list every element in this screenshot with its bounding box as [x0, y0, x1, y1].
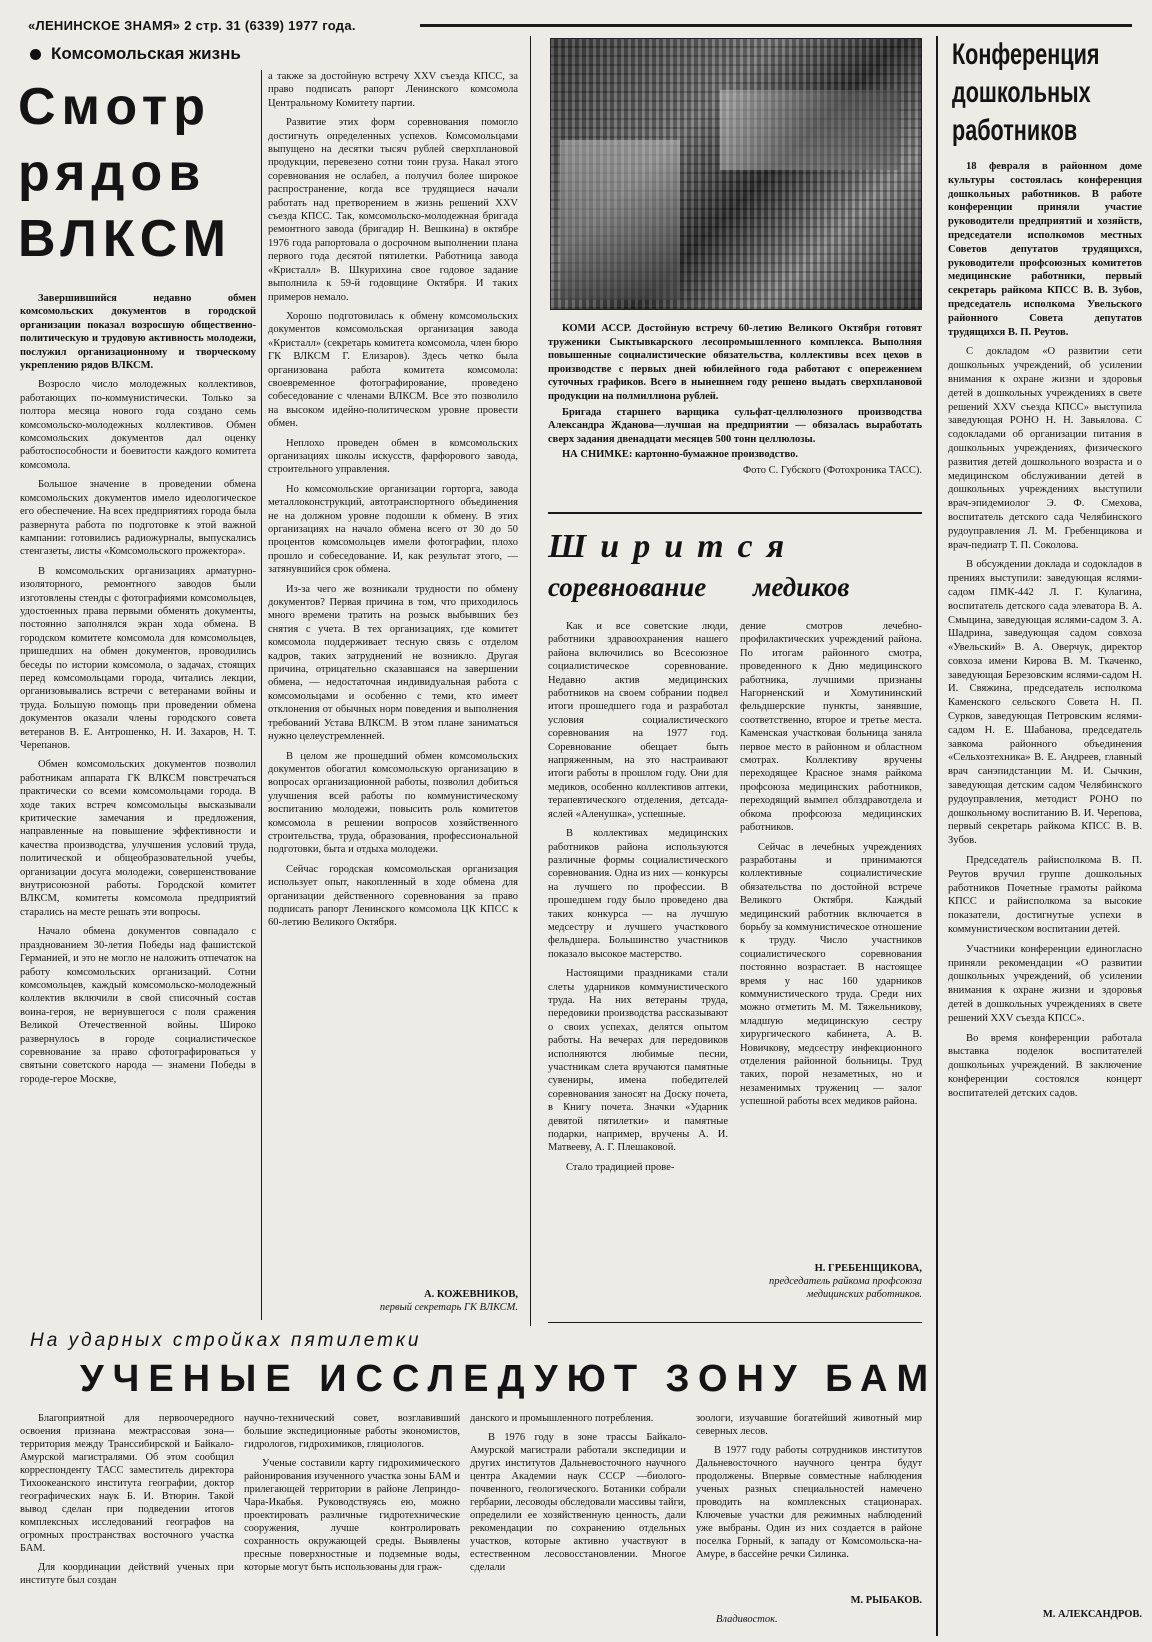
bam-col-1 [20, 1412, 234, 1640]
conference-headline-line: работников [952, 114, 1078, 147]
main-headline-line: рядов [18, 144, 207, 202]
conference-signature: М. АЛЕКСАНДРОВ. [1042, 1609, 1142, 1620]
section-rule [548, 512, 922, 514]
conference-headline [952, 36, 1100, 150]
paragraph: Начало обмена документов совпадало с празднованием 30-летия Победы над фашистской Германией, и это не могло не наложить отпечаток на работу комсомольских организаций. Сотни комсомольцев, каждый комсомольско-молодежный коллектив включили в свой списочный состав воина-героя, не вернувшегося с поля сражения Великой Отечественной войны. Широко развернулось в городе социалистическое соревнование за право сфотографироваться у святыни советского народа — знамени Победы в городе-герое Москве, [20, 926, 256, 1085]
bullet-icon [30, 49, 41, 60]
main-headline [18, 74, 266, 272]
main-headline-line: Смотр [18, 78, 212, 136]
column-rule [530, 36, 531, 1326]
paragraph: В 1976 году в зоне трассы Байкало-Амурской магистрали работали экспедиции и других институтов Дальневосточного научного центра Академии наук СССР —биолого-почвенного, геологического. Ботаники собрали гербарии, лесоводы обследовали массивы тайги, определили ее хозяйственную ценность, дали рекомендации по сохранению отдельных участков, которые активно участвуют в естественном лесовосстановлении. Многое сделали [470, 1432, 686, 1573]
conference-headline-line: дошкольных [952, 76, 1091, 109]
paragraph: Большое значение в проведении обмена комсомольских документов имело идеологическое его обеспечение. На всех предприятиях города была развернута работа по подготовке к этой важной кампании: готовились радиожурналы, выпускались стенгазеты, листы «Комсомольского прожектора». [20, 479, 256, 558]
photo-detail [720, 90, 900, 170]
paragraph: Развитие этих форм соревнования помогло достигнуть определенных успехов. Комсомольцами выпущено на десятки тысяч рублей сверхплановой продукции, перевезено сотни тонн груза. Накал этого соревнования не ослабел, а получил более широкое распространение, когда все трудящиеся начали работать над претворением в жизнь решений XXV съезда КПСС. Так, комсомольско-молодежная бригада ремонтного завода (бригадир Н. Вешкина) в октябре 1976 года рапортовала о досрочном выполнении плана первого года десятой пятилетки. Работница завода «Кристалл» В. Шкурихина свое годовое задание выполнила к 59-й годовщине Октября. И таких примеров немало. [268, 117, 518, 303]
paragraph: зоологи, изучавшие богатейший животный мир северных лесов. [696, 1413, 922, 1437]
bam-rubric: На ударных стройках пятилетки [30, 1330, 422, 1351]
paragraph: научно-технический совет, возглавивший большие экспедиционные работы экономистов, гидрологов, гидрохимиков, гляциологов. [244, 1413, 460, 1450]
paragraph: Как и все советские люди, работники здравоохранения нашего района включились во Всесоюзное социалистическое соревнование. Недавно актив медицинских работников на своем собрании подвел итоги прошедшего года и разработал условия социалистического соревнования на 1977 год. Соревнование обещает быть напряженным, на это настраивают итоги работы в прошлом году. Они для медиков, особенно коллективов аптеки, терапевтического отделения, детсада-яслей «Аленушка», успешные. [548, 621, 728, 820]
paragraph: В обсуждении доклада и содокладов в прениях выступили: заведующая яслями-садом ПМК-442 Л. Г. Кулагина, воспитатель детского сада элеватора В. А. Смыцина, заведующая яслями-садом З. А. Шадрина, заведующая садом совхоза «Увельский» В. А. Оверчук, директор совхоза имени Кирова В. М. Ткаченко, заведующая Березовским яслями-садом Н. И. Свяжина, председатель исполкома Каменского сельского Совета Н. П. Сурков, заведующая Петровским яслями-садом Н. Е. Шабанова, председатель завкома районного объединения «Сельхозтехника» В. Е. Андреев, главный врач санэпидстанции М. И. Сычкин, заведующая детским садом Челябинского рудоуправления, методист РОНО по дошкольному воспитанию В. И. Черепова, первый секретарь райкома КПСС В. В. Зубов. [948, 559, 1142, 847]
conference-column [948, 160, 1142, 1600]
medics-col-2 [740, 620, 922, 1250]
bam-headline: УЧЕНЫЕ ИССЛЕДУЮТ ЗОНУ БАМ [80, 1358, 938, 1400]
author-position: первый секретарь ГК ВЛКСМ. [379, 1302, 518, 1313]
bam-col-2 [244, 1412, 460, 1640]
medics-col-1 [548, 620, 728, 1328]
main-article-col-1 [20, 292, 256, 1326]
paragraph: Председатель райисполкома В. П. Реутов вручил группе дошкольных работников Почетные грамоты райкома КПСС и райисполкома за высокие показатели, достигнутые успехи в коммунистическом воспитании детей. [948, 855, 1142, 936]
main-headline-line: ВЛКСМ [18, 210, 232, 268]
main-article-signature [268, 1288, 518, 1314]
masthead: «ЛЕНИНСКОЕ ЗНАМЯ» 2 стр. 31 (6339) 1977 года. [28, 18, 356, 33]
paragraph: данского и промышленного потребления. [470, 1413, 654, 1424]
paragraph: Обмен комсомольских документов позволил работникам аппарата ГК ВЛКСМ повстречаться практически со всеми комсомольцами города. В ходе таких встреч комсомольцы высказывали критические замечания и предложения, направленные на повышение эффективности и качества производства, улучшения условий труда, политической и общеобразовательной учебы, организации досуга молодежи, совершенствование внутрисоюзной работы. Городской комитет ВЛКСМ, комитеты комсомола предприятий старались на месте решать эти вопросы. [20, 759, 256, 918]
conference-headline-line: Конференция [952, 38, 1100, 71]
section-rubric [30, 44, 241, 64]
bam-col-3 [470, 1412, 686, 1640]
paragraph: Благоприятной для первоочередного освоения признана межтрассовая зона—территория между Транссибирской и Байкало-Амурской магистралями. Об этом сообщил корреспонденту ТАСС заместитель директора Тихоокеанского института географии, доктор географических наук Б. И. Втюрин. Такой вывод сделан при подведении итогов комплексных исследований географов на огромных пространствах восточного участка БАМ. [20, 1413, 234, 1554]
paragraph: В 1977 году работы сотрудников институтов Дальневосточного научного центра будут продолжены. Впервые совместные наблюдения ученых разных специальностей намечено проводить на комплексных стационарах. Ключевые участки для режимных наблюдений уже выбраны. Один из них создается в районе поселка Горный, к западу от Комсомольска-на-Амуре, в бассейне речки Силинка. [696, 1445, 922, 1560]
paragraph: Участники конференции единогласно приняли рекомендации «О развитии дошкольных учреждений, об усилении внимания к охране жизни и здоровья детей в дошкольных учреждениях в свете решений XXV съезда КПСС». [948, 943, 1142, 1024]
paragraph: Настоящими праздниками стали слеты ударников коммунистического труда. На них ветераны труда, передовики производства рассказывают о своих успехах, делятся опытом работы. На вечерах для передовиков исполняются любимые песни, участникам слета вручаются памятные сувениры, имена победителей соревнования заносят на Доску почета, в Книгу почета. Значки «Ударник девятой пятилетки» и памятные подарки, например, вручены А. И. Матвееву, А. Г. Плешаковой. [548, 968, 728, 1154]
medics-headline-line2: соревнование медиков [548, 572, 850, 602]
paragraph: Хорошо подготовилась к обмену комсомольских документов комсомольская организация завода «Кристалл» (секретарь комитета комсомола, член бюро ГК ВЛКСМ Г. Елизаров). Здесь четко была организована работа комитета комсомола: своевременное фотографирование, проведено собеседование с членами ВЛКСМ. Все это позволило на высоком идейно-политическом уровне провести обмен. [268, 310, 518, 430]
paragraph: Для координации действий ученых при институте был создан [20, 1562, 234, 1586]
paragraph: 18 февраля в районном доме культуры состоялась конференция дошкольных работников. В работе конференции приняли участие руководители предприятий и хозяйств, председатели исполкомов местных Советов депутатов трудящихся, руководители профсоюзных комитетов медицинские работники, первый секретарь райкома КПСС В. В. Зубов, председатель исполкома Увельского районного Совета депутатов трудящихся В. П. Реутов. [948, 161, 1142, 338]
photo-caption [548, 322, 922, 480]
paragraph: а также за достойную встречу XXV съезда КПСС, за право подписать рапорт Ленинского комсомола Центральному Комитету партии. [268, 71, 518, 109]
paragraph: Сейчас в лечебных учреждениях разработаны и принимаются коллективные социалистические обязательства по достойной встрече Великого Октября. Каждый медицинский работник включается в борьбу за коммунистическое отношение к труду. Число участников социалистического соревнования постоянно возрастает. В настоящее время у нас 160 ударников коммунистического труда. Среди них можно отметить М. М. Тяжельникову, младшую медицинскую сестру хирургического кабинета, А. В. Новичкову, медсестру инфекционного отделения районной больницы. Труд таких, порой незаметных, но и незаменимых тружениц — залог успешной работы всех медиков района. [740, 841, 922, 1108]
paragraph: Ученые составили карту гидрохимического районирования изученного участка зоны БАМ и прилегающей территории в районе Леприндо-Чара-Икабья. Руководствуясь ею, можно проектировать различные гидротехнические сооружения, лучше контролировать сохранность окружающей среды. Выявлены пресные поверхностные и подземные воды, которые могут быть использованы для граж- [244, 1458, 460, 1573]
paragraph: Завершившийся недавно обмен комсомольских документов в городской организации показал возросшую общественно-политическую и трудовую активность молодежи, послужил организационному и творческому укреплению рядов ВЛКСМ. [20, 293, 256, 372]
author-name: Н. ГРЕБЕНЩИКОВА, [814, 1263, 922, 1274]
caption-paragraph: КОМИ АССР. Достойную встречу 60-летию Великого Октября готовят труженики Сыктывкарского лесопромышленного комплекса. Выполняя повышенные социалистические обязательства, коллективы всех цехов в производстве с первых дней юбилейного года работают с опережением суточных графиков. Всего в нынешнем году решено выдать сверхплановой продукции на полмиллиона рублей. [548, 323, 922, 402]
rubric-text: Комсомольская жизнь [51, 44, 241, 63]
section-rule [548, 1322, 922, 1323]
photo-detail [560, 140, 680, 300]
paragraph: Сейчас городская комсомольская организация использует опыт, накопленный в ходе обмена для организации действенного соревнования за право подписать рапорт Ленинского комсомола ЦК КПСС к 60-летию Великого Октября. [268, 863, 518, 929]
author-name: А. КОЖЕВНИКОВ, [424, 1289, 518, 1300]
caption-paragraph: НА СНИМКЕ: картонно-бумажное производство. [562, 449, 798, 461]
bam-place: Владивосток. [716, 1614, 778, 1625]
bam-signature: М. РЫБАКОВ. [850, 1595, 922, 1606]
bam-col-4 [696, 1412, 922, 1588]
author-position: председатель райкома профсоюза медицинских работников. [769, 1276, 922, 1300]
paragraph: Из-за чего же возникали трудности по обмену документов? Первая причина в том, что приходилось много времени тратить на розыск выбывших без снятия с учета. В тех организациях, где комитет комсомола поддерживает тесную связь с отделом кадров, таких затруднений не возникло. Другая причина, отрицательно сказавшаяся на завершении обмена, — недостаточная индивидуальная работа с комсомольцами и особенно с теми, кто имеет отклонения от обычных норм поведения и выполнения требований Устава ВЛКСМ. В этом плане заниматься нужно целеустремленней. [268, 583, 518, 743]
paragraph: Во время конференции работала выставка поделок воспитателей дошкольных учреждений. В заключение конференции состоялся концерт воспитателей детских садов. [948, 1032, 1142, 1099]
medics-signature [740, 1262, 922, 1301]
caption-paragraph: Бригада старшего варщика сульфат-целлюлозного производства Александра Жданова—лучшая на предприятии — обязалась выработать сверх задания двенадцати месяцев 500 тонн целлюлозы. [548, 406, 922, 445]
paragraph: В комсомольских организациях арматурно-изоляторного, ремонтного заводов были изготовлены стенды с фотографиями комсомольцев, удостоенных права первыми обменять документы, постоянно заполнялся экран хода обмена. В городском комитете комсомола для комсомольцев, пришедших на обмен документов, проводились беседы по истории комсомола, о задачах, стоящих перед комсомольцами города, читались лекции, организовывались встречи с ветеранами войны и труда. Большую помощь при проведении обмена документов оказали члены городского совета ветеранов В. Е. Антрошенко, Н. И. Захаров, Н. Т. Черепанов. [20, 565, 256, 751]
paragraph: Возросло число молодежных коллективов, работающих по-коммунистически. Только за полтора месяца нового года создано семь комсомольско-молодежных коллективов. Обмен комсомольских документов дал оценку работоспособности и боевитости каждого комитета комсомола. [20, 379, 256, 471]
photo-credit: Фото С. Губского (Фотохроника ТАСС). [742, 464, 922, 476]
column-rule [261, 70, 262, 1320]
masthead-rule [420, 24, 1132, 27]
paragraph: В коллективах медицинских работников района используются различные формы социалистического соревнования. Одна из них — конкурсы на лучшего по профессии. В прошедшем году было проведено два таких конкурса — на лучшую медсестру и лучшего участкового фельдшера. Большинство участников показало высокое мастерство. [548, 828, 728, 960]
paragraph: дение смотров лечебно-профилактических учреждений района. По итогам районного смотра, проведенного к Дню медицинского работника, лучшими признаны Нагорненский и Хомутининский фельдшерские пункты, занявшие, соответственно, второе и третье места. Каменская участковая больница заняла первое место в районном и областном смотрах. Коллективу вручены переходящее Красное знамя райкома профсоюза медицинских работников, переходящий вымпел облздравотдела и обкома профсоюза медицинских работников. [740, 621, 922, 834]
paragraph: Но комсомольские организации горторга, завода металлоконструкций, автотранспортного объединения не на должном уровне подошли к обмену. В этих организациях на начало обмена всего от 30 до 50 процентов комсомольцев имели фотографии, плохо прошло и собеседование. И, как результат этого, — затянувшийся срок обмена. [268, 483, 518, 576]
paragraph: С докладом «О развитии сети дошкольных учреждений, об усилении внимания к охране жизни и здоровья детей в дошкольных учреждениях в свете решений XXV съезда КПСС» выступила заведующая РОНО Н. Н. Завьялова. С содокладами об организации питания в дошкольных учреждениях, физического развития детей дошкольного возраста и о медицинском обслуживании детей в дошкольных учреждениях выступили врач-эпидемиолог Э. Ф. Смехова, воспитатель детского сада Челябинского рудоуправления Л. М. Гребенщикова и врач-педиатр Т. П. Соколова. [948, 346, 1142, 551]
main-article-col-2 [268, 70, 518, 1260]
paragraph: Стало традицией прове- [566, 1161, 675, 1173]
medics-headline-line1: Ширится [548, 528, 799, 565]
paragraph: В целом же прошедший обмен комсомольских документов обогатил комсомольскую организацию в вопросах организационной работы, позволил добиться улучшения всей работы по коммунистическому воспитанию молодежи, повысить роль комитетов комсомола в решении вопросов хозяйственного строительства, труда, образования, профессиональной подготовки, быта и отдыха молодежи. [268, 750, 518, 856]
paragraph: Неплохо проведен обмен в комсомольских организациях школы искусств, фарфорового завода, строительного управления. [268, 437, 518, 476]
